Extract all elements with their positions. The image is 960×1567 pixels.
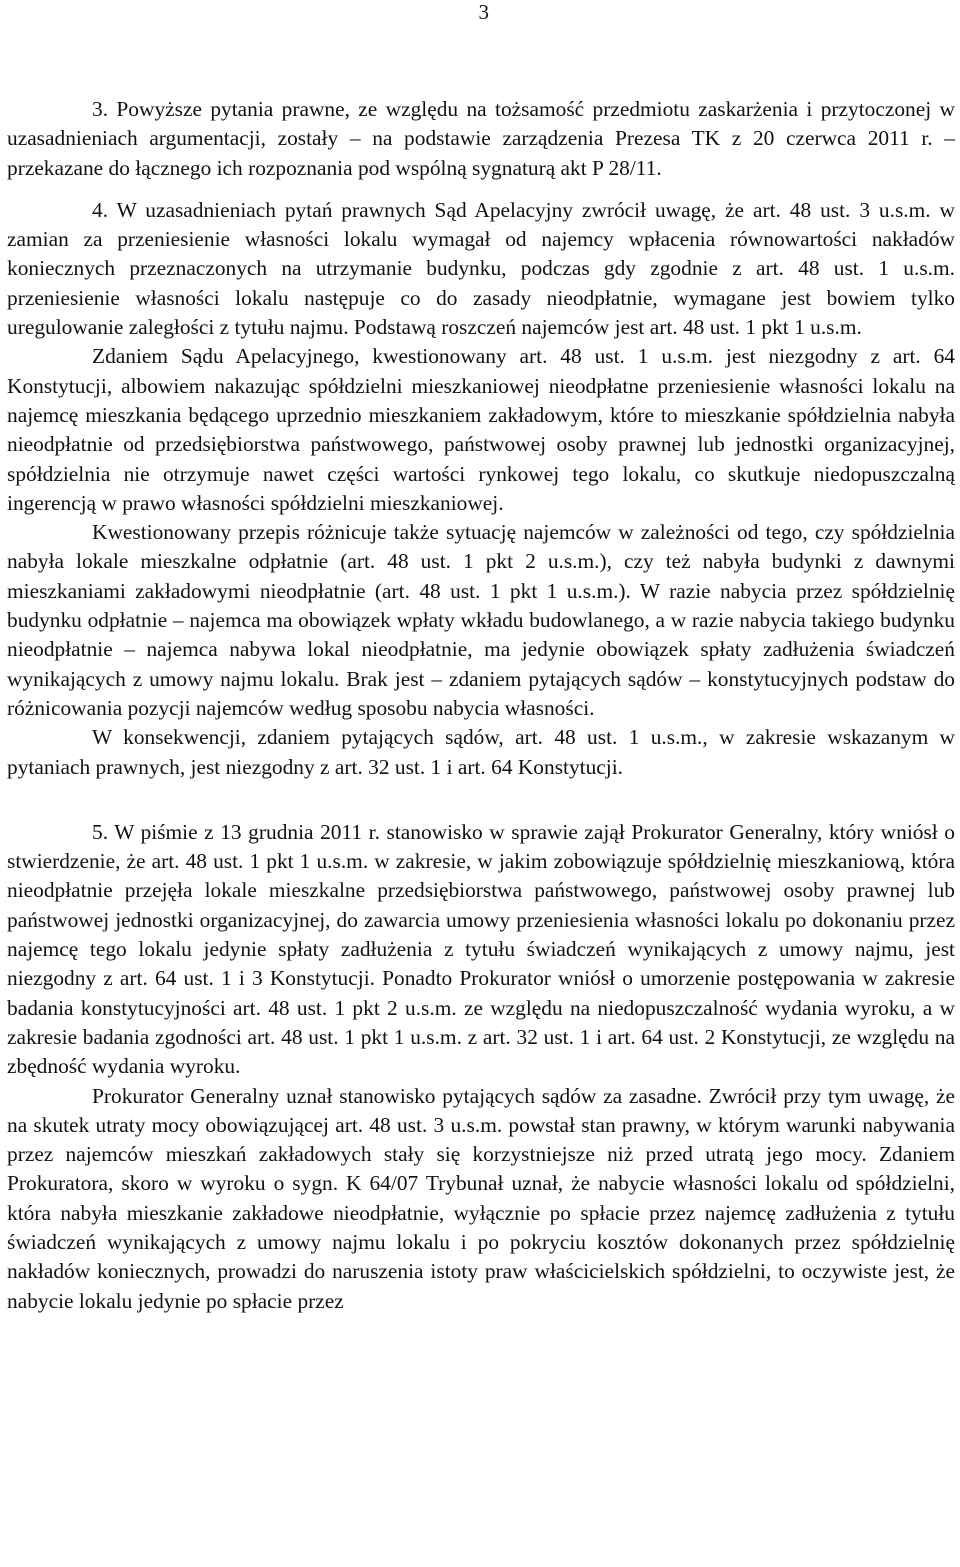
document-body	[7, 95, 955, 1316]
paragraph-conclusion: W konsekwencji, zdaniem pytających sądów, art. 48 ust. 1 u.s.m., w zakresie wskazanym w pytaniach prawnych, jest niezgodny z art. 32 ust. 1 i art. 64 Konstytucji.	[7, 725, 955, 779]
paragraph-differentiation: Kwestionowany przepis różnicuje także sytuację najemców w zależności od tego, czy spółdzielnia nabyła lokale mieszkalne odpłatnie (art. 48 ust. 1 pkt 2 u.s.m.), czy też nabyła budynki z dawnymi mieszkaniami zakładowymi nieodpłatnie (art. 48 ust. 1 pkt 1 u.s.m.). W razie nabycia przez spółdzielnię budynku odpłatnie – najemca ma obowiązek wpłaty wkładu budowlanego, a w razie nabycia takiego budynku nieodpłatnie – najemca nabywa lokal nieodpłatnie, ma jedynie obowiązek spłaty zadłużenia świadczeń wynikających z umowy najmu lokalu. Brak jest – zdaniem pytających sądów – konstytucyjnych podstaw do różnicowania pozycji najemców według sposobu nabycia własności.	[7, 520, 955, 720]
page-number: 3	[478, 0, 489, 24]
paragraph-prosecutor-position: Prokurator Generalny uznał stanowisko pytających sądów za zasadne. Zwrócił przy tym uwagę, że na skutek utraty mocy obowiązującej art. 48 ust. 3 u.s.m. powstał stan prawny, w którym warunki nabywania przez najemców mieszkań zakładowych stały się korzystniejsze niż przed utratą jego mocy. Zdaniem Prokuratora, skoro w wyroku o sygn. K 64/07 Trybunał uznał, że nabycie własności lokalu od spółdzielni, która nabyła mieszkanie zakładowe nieodpłatnie, wyłącznie po spłacie przez najemcę zadłużenia z tytułu świadczeń wynikających z umowy najmu lokalu i po pokryciu kosztów dokonanych przez spółdzielnię nakładów koniecznych, prowadzi do naruszenia istoty praw właścicielskich spółdzielni, to oczywiste jest, że nabycie lokalu jedynie po spłacie przez	[7, 1083, 955, 1313]
paragraph-5: 5. W piśmie z 13 grudnia 2011 r. stanowisko w sprawie zajął Prokurator Generalny, który wniósł o stwierdzenie, że art. 48 ust. 1 pkt 1 u.s.m. w zakresie, w jakim zobowiązuje spółdzielnię mieszkaniową, która nieodpłatnie przejęła lokale mieszkalne przedsiębiorstwa państwowego, państwowej osoby prawnej lub państwowej jednostki organizacyjnej, do zawarcia umowy przeniesienia własności lokalu po dokonaniu przez najemcę tego lokalu jedynie spłaty zadłużenia z tytułu świadczeń wynikających z umowy najmu, jest niezgodny z art. 64 ust. 1 i 3 Konstytucji. Ponadto Prokurator wniósł o umorzenie postępowania w zakresie badania konstytucyjności art. 48 ust. 1 pkt 2 u.s.m. ze względu na niedopuszczalność wydania wyroku, a w zakresie badania zgodności art. 48 ust. 1 pkt 1 u.s.m. z art. 32 ust. 1 i art. 64 ust. 2 Konstytucji, ze względu na zbędność wydania wyroku.	[7, 819, 955, 1079]
paragraph-3: 3. Powyższe pytania prawne, ze względu na tożsamość przedmiotu zaskarżenia i przytoczonej w uzasadnieniach argumentacji, zostały – na podstawie zarządzenia Prezesa TK z 20 czerwca 2011 r. – przekazane do łącznego ich rozpoznania pod wspólną sygnaturą akt P 28/11.	[7, 97, 955, 180]
paragraph-4: 4. W uzasadnieniach pytań prawnych Sąd Apelacyjny zwrócił uwagę, że art. 48 ust. 3 u.s.m. w zamian za przeniesienie własności lokalu wymagał od najemcy wpłacenia równowartości nakładów koniecznych przeznaczonych na utrzymanie budynku, podczas gdy zgodnie z art. 48 ust. 1 u.s.m. przeniesienie własności lokalu następuje co do zasady nieodpłatnie, wymagane jest bowiem tylko uregulowanie zaległości z tytułu najmu. Podstawą roszczeń najemców jest art. 48 ust. 1 pkt 1 u.s.m.	[7, 197, 955, 340]
paragraph-court-opinion: Zdaniem Sądu Apelacyjnego, kwestionowany art. 48 ust. 1 u.s.m. jest niezgodny z art. 64 Konstytucji, albowiem nakazując spółdzielni mieszkaniowej nieodpłatne przeniesienie własności lokalu na najemcę mieszkania będącego uprzednio mieszkaniem zakładowym, które to mieszkanie spółdzielnia nabyła nieodpłatnie od przedsiębiorstwa państwowego, państwowej osoby prawnej lub jednostki organizacyjnej, spółdzielnia nie otrzymuje nawet części wartości rynkowej tego lokalu, co skutkuje niedopuszczalną ingerencją w prawo własności spółdzielni mieszkaniowej.	[7, 344, 955, 515]
